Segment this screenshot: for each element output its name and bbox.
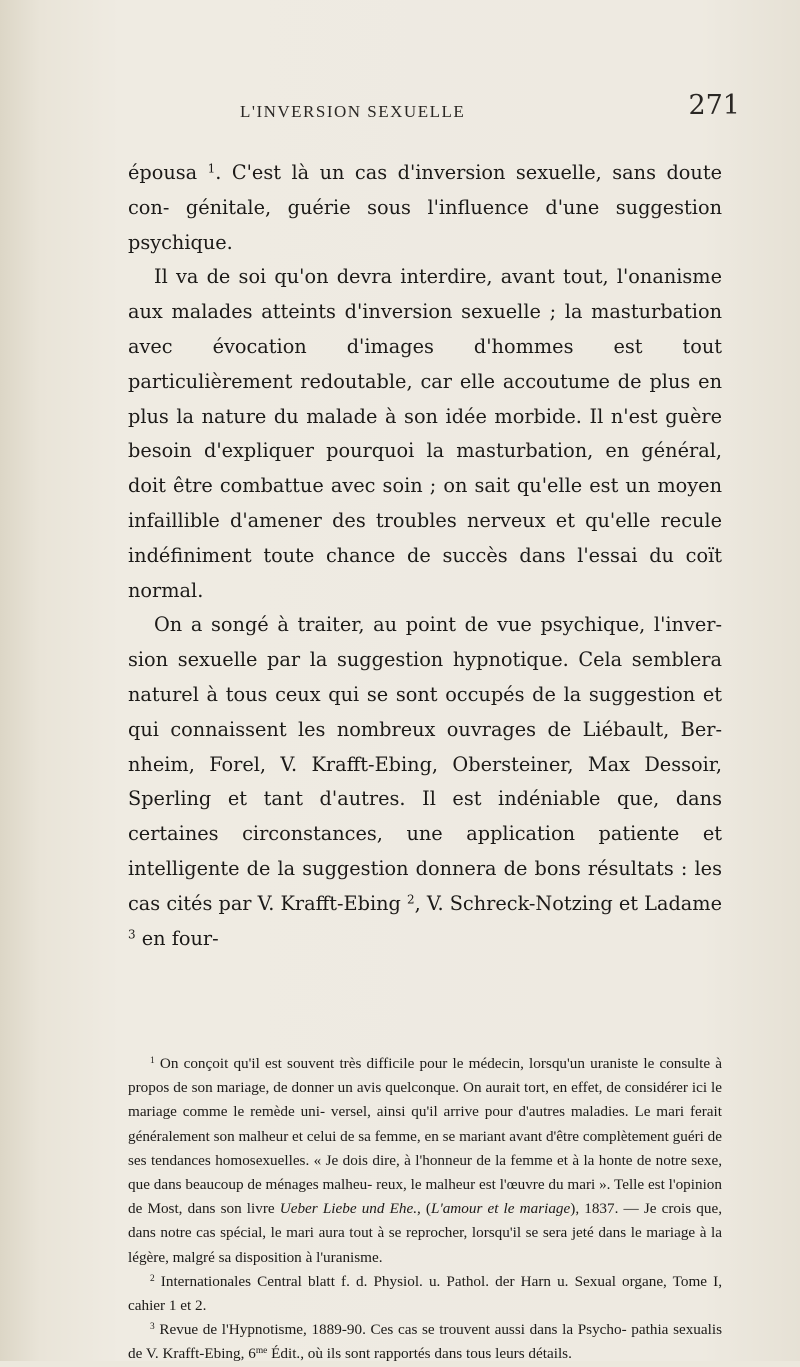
footnote-1-translation-title: L'amour et le mariage <box>431 1200 571 1218</box>
footnote-ref-1: 1 <box>207 161 216 176</box>
footnote-ref-2: 2 <box>407 892 415 907</box>
footnote-3-text-b: Édit., où ils sont rapportés dans tous leurs détails. <box>267 1345 572 1363</box>
footnote-3-text-a: Revue de l'Hypnotisme, 1889-90. Ces cas se trouvent aussi dans la Psycho- pathia sexualis de V. Krafft-Ebing, 6 <box>128 1321 722 1363</box>
paragraph-1-start: épousa <box>128 161 208 184</box>
paragraph-3-start: On a songé à traiter, au point de vue psychique, l'inver- sion sexuelle par la suggestion hypnotique. Cela semblera naturel à tous ceux qui se sont occupés de la suggestion et qui connaissent les nombreux ouvrages de Liébault, Ber- nheim, Forel, V. Krafft-Ebing, Obersteiner, Max Dessoir, Sperling et tant d'autres. Il est indéniable que, dans certaines circonstances, une application patiente et intelligente de la suggestion donnera de bons résultats : les cas cités par V. Krafft-Ebing <box>128 613 722 915</box>
paragraph-1 <box>128 156 722 260</box>
page-header <box>240 90 760 130</box>
paragraph-3-middle: , V. Schreck-Notzing et Ladame <box>414 891 722 915</box>
paragraph-3 <box>128 608 722 956</box>
main-text <box>128 156 722 956</box>
footnote-1-number: 1 <box>150 1055 155 1066</box>
paragraph-1-end: . C'est là un cas d'inversion sexuelle, sans doute con- génitale, guérie sous l'influence d'une suggestion psychique. <box>128 161 722 254</box>
footnote-1-text-b: ), 1837. — Je crois que, dans notre cas spécial, le mari aura tout à se reprocher, lorsqu'il se sera jeté dans le mariage à la légère, malgré sa disposition à l'uranisme. <box>128 1200 722 1266</box>
footnote-ref-3: 3 <box>128 926 136 941</box>
page-number: 271 <box>688 90 740 121</box>
footnote-1-book-title: Ueber Liebe und Ehe. <box>279 1200 418 1218</box>
paragraph-3-end: en four- <box>135 926 219 950</box>
footnotes <box>128 1052 722 1367</box>
footnote-3 <box>128 1318 722 1366</box>
footnote-3-number: 3 <box>150 1322 155 1333</box>
footnote-2 <box>128 1270 722 1318</box>
footnote-2-text: Internationales Central blatt f. d. Physiol. u. Pathol. der Harn u. Sexual organe, Tome I, cahier 1 et 2. <box>128 1272 722 1315</box>
paragraph-2: Il va de soi qu'on devra interdire, avant tout, l'onanisme aux malades atteints d'inversion sexuelle ; la masturbation avec évocation d'images d'hommes est tout particulièrement redoutable, car elle accoutume de plus en plus la nature du malade à son idée morbide. Il n'est guère besoin d'expliquer pourquoi la masturbation, en général, doit être combattue avec soin ; on sait qu'elle est un moyen infaillible d'amener des troubles nerveux et qu'elle recule indéfiniment toute chance de succès dans l'essai du coït normal. <box>128 265 722 602</box>
footnote-1 <box>128 1052 722 1270</box>
footnote-1-text-mid: , ( <box>417 1200 431 1218</box>
footnote-3-superscript: me <box>255 1346 268 1357</box>
footnote-1-text-a: On conçoit qu'il est souvent très difficile pour le médecin, lorsqu'un uraniste le consulte à propos de son mariage, de donner un avis quelconque. On aurait tort, en effet, de considérer ici le mariage comme le remède uni- versel, ainsi qu'il arrive pour d'autres maladies. Le mari ferait généralement son malheur et celui de sa femme, en se mariant avant d'être complètement guéri de ses tendances homosexuelles. « Je dois dire, à l'honneur de la femme et à la honte de notre sexe, que dans beaucoup de ménages malheu- reux, le malheur est l'œuvre du mari ». Telle est l'opinion de Most, dans son livre <box>128 1055 722 1218</box>
running-title: L'INVERSION SEXUELLE <box>240 102 466 121</box>
footnote-2-number: 2 <box>150 1273 155 1284</box>
